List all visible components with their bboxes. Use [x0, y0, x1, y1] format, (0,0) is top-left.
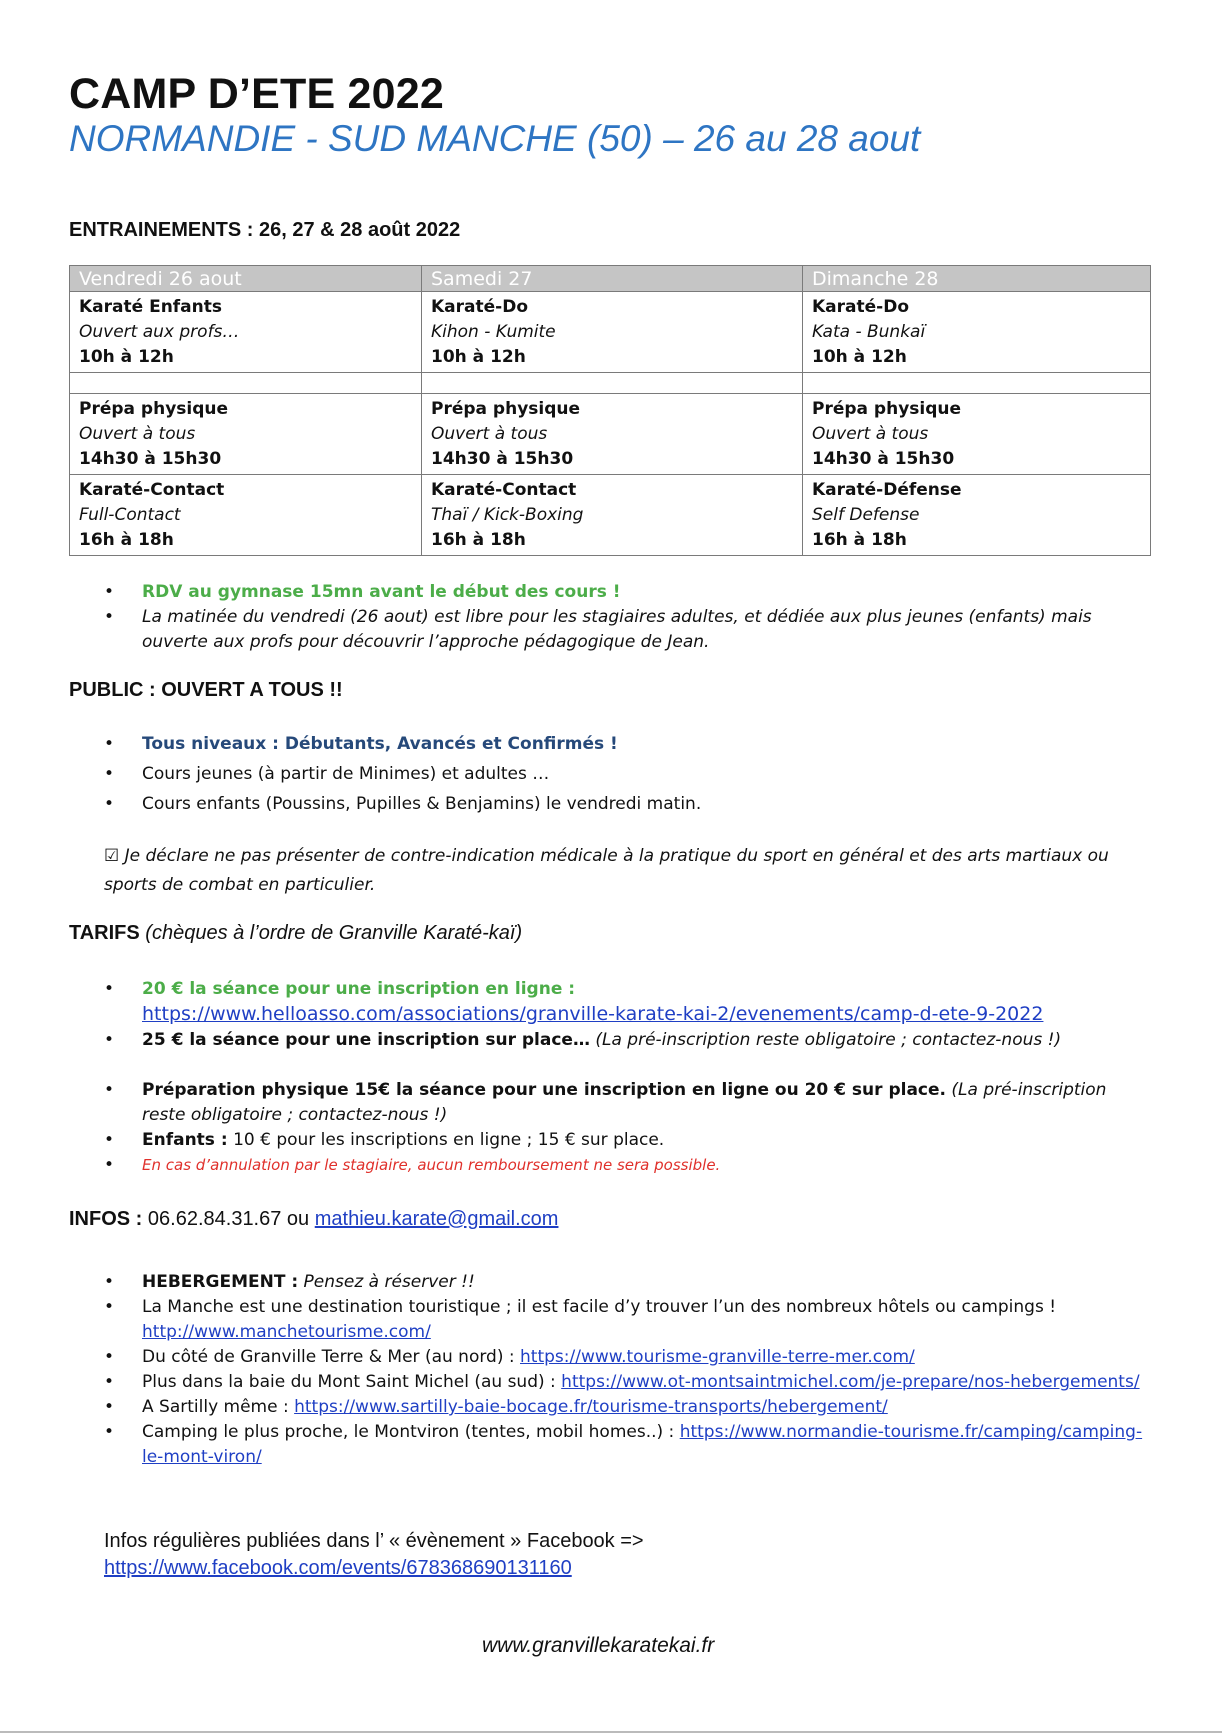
sartilly-link[interactable]: https://www.sartilly-baie-bocage.fr/tourisme-transports/hebergement/	[294, 1397, 888, 1417]
table-cell	[70, 394, 422, 475]
facebook-event-link[interactable]: https://www.facebook.com/events/678368690131160	[104, 1557, 572, 1579]
session-time: 10h à 12h	[431, 347, 526, 367]
session-subtitle: Thaï / Kick-Boxing	[431, 505, 584, 525]
list-item	[104, 762, 1154, 787]
session-time: 16h à 18h	[431, 530, 526, 550]
session-time: 14h30 à 15h30	[79, 449, 222, 469]
granville-text: Du côté de Granville Terre & Mer (au nord) :	[142, 1347, 515, 1367]
online-price-label: 20 € la séance pour une inscription en ligne :	[142, 979, 576, 999]
session-subtitle: Ouvert à tous	[812, 424, 929, 444]
table-cell	[70, 292, 422, 373]
vendredi-note: La matinée du vendredi (26 aout) est libre pour les stagiaires adultes, et dédiée aux plus jeunes (enfants) mais ouverte aux profs pour découvrir l’approche pédagogique de Jean.	[142, 607, 1092, 652]
session-time: 10h à 12h	[79, 347, 174, 367]
infos-line	[69, 1208, 558, 1231]
entrainements-heading: ENTRAINEMENTS : 26, 27 & 28 août 2022	[69, 219, 461, 241]
schedule-notes	[104, 580, 1154, 655]
schedule-table	[69, 265, 1151, 556]
prepa-price-note: (La pré-inscription reste obligatoire ; contactez-nous !)	[142, 1080, 1107, 1125]
tarifs-list	[104, 977, 1154, 1178]
table-row	[70, 394, 1151, 475]
table-header: Samedi 27	[422, 266, 803, 292]
session-subtitle: Ouvert à tous	[79, 424, 196, 444]
infos-label: INFOS :	[69, 1208, 143, 1230]
list-item	[104, 732, 1154, 757]
table-row	[70, 475, 1151, 556]
session-title: Prépa physique	[79, 399, 229, 419]
onsite-price-note: (La pré-inscription reste obligatoire ; contactez-nous !)	[595, 1030, 1062, 1050]
camping-link[interactable]: https://www.normandie-tourisme.fr/camping/camping-le-mont-viron/	[142, 1422, 1143, 1467]
table-row-spacer	[70, 373, 1151, 394]
table-cell	[422, 475, 803, 556]
tarifs-title: TARIFS	[69, 922, 140, 944]
list-item	[104, 1370, 1154, 1395]
session-time: 10h à 12h	[812, 347, 907, 367]
list-item	[104, 1153, 1154, 1178]
session-title: Karaté-Défense	[812, 480, 962, 500]
session-title: Karaté-Contact	[431, 480, 577, 500]
enfants-price-label: Enfants :	[142, 1130, 228, 1150]
table-header: Vendredi 26 aout	[70, 266, 422, 292]
session-time: 14h30 à 15h30	[431, 449, 574, 469]
declaration-text: ☑ Je déclare ne pas présenter de contre-indication médicale à la pratique du sport en général et des arts martiaux ou sports de combat en particulier.	[104, 846, 1109, 895]
page-title: CAMP D’ETE 2022	[69, 70, 445, 118]
session-time: 14h30 à 15h30	[812, 449, 955, 469]
list-item	[104, 580, 1154, 605]
tarifs-heading	[69, 922, 522, 945]
hebergement-list	[104, 1270, 1154, 1470]
session-subtitle: Ouvert à tous	[431, 424, 548, 444]
session-title: Karaté-Do	[812, 297, 910, 317]
session-title: Prépa physique	[812, 399, 962, 419]
helloasso-link[interactable]: https://www.helloasso.com/associations/granville-karate-kai-2/evenements/camp-d-ete-9-2022	[142, 1003, 1044, 1025]
baie-text: Plus dans la baie du Mont Saint Michel (au sud) :	[142, 1372, 556, 1392]
page-edge-divider	[0, 1731, 1222, 1733]
session-time: 16h à 18h	[79, 530, 174, 550]
infos-email-link[interactable]: mathieu.karate@gmail.com	[314, 1208, 559, 1230]
enfants-text: Cours enfants (Poussins, Pupilles & Benjamins) le vendredi matin.	[142, 794, 702, 814]
table-cell-empty	[803, 373, 1151, 394]
list-item	[104, 977, 1154, 1028]
hebergement-note: Pensez à réserver !!	[303, 1272, 475, 1292]
session-title: Karaté-Do	[431, 297, 529, 317]
session-time: 16h à 18h	[812, 530, 907, 550]
table-header: Dimanche 28	[803, 266, 1151, 292]
manche-text: La Manche est une destination touristique ; il est facile d’y trouver l’un des nombreux hôtels ou campings !	[142, 1297, 1057, 1317]
list-item	[104, 1028, 1154, 1053]
table-row	[70, 292, 1151, 373]
onsite-price-label: 25 € la séance pour une inscription sur place…	[142, 1030, 590, 1050]
prepa-price-label: Préparation physique 15€ la séance pour une inscription en ligne ou 20 € sur place.	[142, 1080, 946, 1100]
table-cell	[803, 394, 1151, 475]
table-cell	[422, 292, 803, 373]
infos-phone: 06.62.84.31.67 ou	[147, 1208, 310, 1230]
session-title: Prépa physique	[431, 399, 581, 419]
session-subtitle: Kihon - Kumite	[431, 322, 556, 342]
manche-tourisme-link[interactable]: http://www.manchetourisme.com/	[142, 1322, 431, 1342]
session-title: Karaté-Contact	[79, 480, 225, 500]
jeunes-text: Cours jeunes (à partir de Minimes) et adultes …	[142, 764, 550, 784]
list-item	[104, 1295, 1154, 1345]
tarifs-note: (chèques à l’ordre de Granville Karaté-kaï)	[145, 922, 523, 944]
rdv-note: RDV au gymnase 15mn avant le début des cours !	[142, 582, 621, 602]
list-item	[104, 1270, 1154, 1295]
list-item	[104, 1395, 1154, 1420]
list-item	[104, 792, 1154, 817]
medical-declaration	[104, 842, 1154, 900]
facebook-info	[104, 1528, 644, 1582]
session-subtitle: Ouvert aux profs…	[79, 322, 240, 342]
sartilly-text: A Sartilly même :	[142, 1397, 289, 1417]
hebergement-label: HEBERGEMENT :	[142, 1272, 299, 1292]
session-subtitle: Full-Contact	[79, 505, 181, 525]
table-cell	[803, 292, 1151, 373]
session-title: Karaté Enfants	[79, 297, 223, 317]
facebook-text: Infos régulières publiées dans l’ « évènement » Facebook =>	[104, 1530, 644, 1552]
table-cell	[803, 475, 1151, 556]
camping-text: Camping le plus proche, le Montviron (tentes, mobil homes..) :	[142, 1422, 675, 1442]
session-subtitle: Self Defense	[812, 505, 920, 525]
annulation-note: En cas d’annulation par le stagiaire, aucun remboursement ne sera possible.	[142, 1156, 721, 1174]
enfants-price-text: 10 € pour les inscriptions en ligne ; 15 € sur place.	[233, 1130, 665, 1150]
montsaintmichel-link[interactable]: https://www.ot-montsaintmichel.com/je-prepare/nos-hebergements/	[561, 1372, 1140, 1392]
table-header-row	[70, 266, 1151, 292]
table-cell-empty	[70, 373, 422, 394]
list-item	[104, 1420, 1154, 1470]
list-item	[104, 1078, 1154, 1128]
public-list	[104, 732, 1154, 817]
table-cell	[70, 475, 422, 556]
table-cell	[422, 394, 803, 475]
list-item	[104, 1128, 1154, 1153]
list-item	[104, 605, 1154, 655]
footer-website: www.granvillekaratekai.fr	[482, 1634, 715, 1657]
table-cell-empty	[422, 373, 803, 394]
public-heading: PUBLIC : OUVERT A TOUS !!	[69, 679, 343, 701]
page-subtitle: NORMANDIE - SUD MANCHE (50) – 26 au 28 aout	[69, 118, 921, 159]
session-subtitle: Kata - Bunkaï	[812, 322, 926, 342]
niveaux-text: Tous niveaux : Débutants, Avancés et Confirmés !	[142, 734, 618, 754]
granville-tourisme-link[interactable]: https://www.tourisme-granville-terre-mer.com/	[520, 1347, 915, 1367]
list-item	[104, 1345, 1154, 1370]
